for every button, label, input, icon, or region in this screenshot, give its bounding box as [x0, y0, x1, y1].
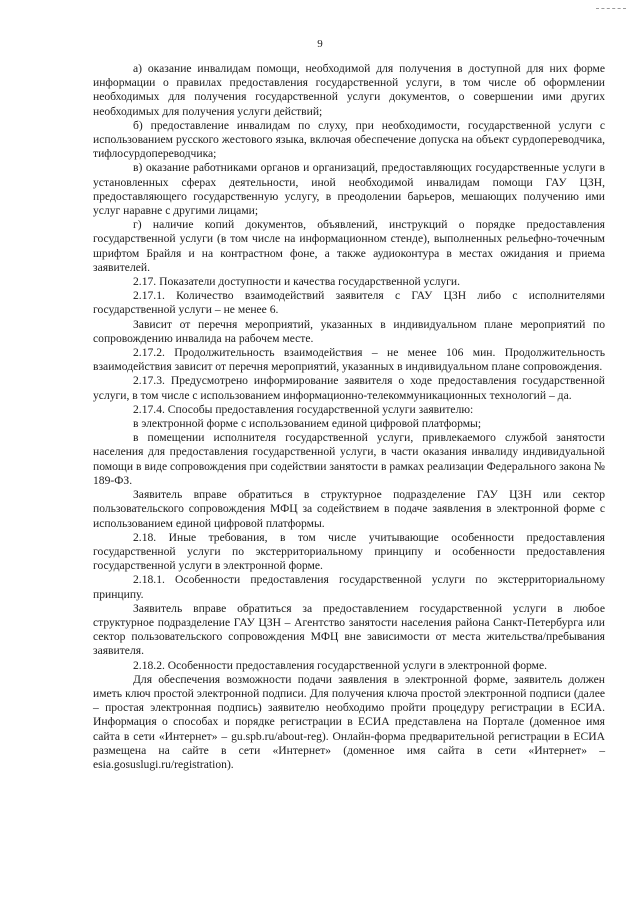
paragraph-2-17-4: 2.17.4. Способы предоставления государственной услуги заявителю:	[133, 402, 474, 416]
section-2-18-2-heading: 2.18.2. Особенности предоставления государственной услуги в электронной форме.	[133, 658, 548, 672]
paragraph-2-17-2: 2.17.2. Продолжительность взаимодействия – не менее 106 мин. Продолжительность взаимодействия зависит от перечня мероприятий, указанных в индивидуальном плане сопровождения.	[93, 346, 605, 374]
section-2-18-heading: 2.18. Иные требования, в том числе учитывающие особенности предоставления государственной услуги по экстерриториальному принципу и особенности предоставления государственной услуги в электронной форме.	[93, 530, 605, 573]
scan-edge-mark	[596, 8, 626, 12]
document-body	[93, 62, 605, 772]
method-in-person: в помещении исполнителя государственной услуги, привлекаемого службой занятости населения для предоставления государственной услуги, в части оказания инвалиду индивидуальной помощи в виде сопровождения при содействии занятости в рамках реализации Федерального закона № 189-ФЗ.	[93, 431, 605, 487]
section-2-18-1-heading: 2.18.1. Особенности предоставления государственной услуги по экстерриториальному принципу.	[93, 573, 605, 601]
method-electronic: в электронной форме с использованием единой цифровой платформы;	[133, 417, 482, 431]
paragraph-g: г) наличие копий документов, объявлений, инструкций о порядке предоставления государственной услуги (в том числе на информационном стенде), выполненных рельефно-точечным шрифтом Брайля и на контрастном фоне, а также аудиоконтура в местах ожидания и приема заявителей.	[93, 218, 605, 274]
paragraph-a: а) оказание инвалидам помощи, необходимой для получения в доступной для них форме информации о правилах предоставления государственной услуги, в том числе об оформлении необходимых для получения государственной услуги документов, о совершении ими других необходимых для получения услуги действий;	[93, 62, 605, 118]
section-2-17-heading: 2.17. Показатели доступности и качества государственной услуги.	[133, 275, 461, 289]
applicant-right-note: Заявитель вправе обратиться в структурное подразделение ГАУ ЦЗН или сектор пользовательского сопровождения МФЦ за содействием в подаче заявления в электронной форме с использованием единой цифровой платформы.	[93, 488, 605, 530]
paragraph-2-17-3: 2.17.3. Предусмотрено информирование заявителя о ходе предоставления государственной услуги, в том числе с использованием информационно-телекоммуникационных технологий – да.	[93, 374, 605, 402]
paragraph-2-17-1: 2.17.1. Количество взаимодействий заявителя с ГАУ ЦЗН либо с исполнителями государственной услуги – не менее 6.	[93, 289, 605, 317]
page-number: 9	[317, 38, 323, 50]
paragraph-2-17-1-note: Зависит от перечня мероприятий, указанных в индивидуальном плане мероприятий по сопровождению инвалида на рабочем месте.	[93, 317, 605, 345]
paragraph-2-18-1: Заявитель вправе обратиться за предоставлением государственной услуги в любое структурное подразделение ГАУ ЦЗН – Агентство занятости населения района Санкт-Петербурга или сектор пользовательского сопровождения МФЦ вне зависимости от места жительства/пребывания заявителя.	[93, 601, 605, 658]
paragraph-b: б) предоставление инвалидам по слуху, при необходимости, государственной услуги с использованием русского жестового языка, включая обеспечение допуска на объект сурдопереводчика, тифлосурдопереводчика;	[93, 118, 605, 161]
paragraph-2-18-2: Для обеспечения возможности подачи заявления в электронной форме, заявитель должен иметь ключ простой электронной подписи. Для получения ключа простой электронной подписи (далее – простая электронная подпись) заявителю необходимо пройти процедуру регистрации в ЕСИА. Информация о способах и порядке регистрации в ЕСИА представлена на Портале (доменное имя сайта в сети «Интернет» – gu.spb.ru/about-reg). Онлайн-форма предварительной регистрации в ЕСИА размещена на сайте в сети «Интернет» (доменное имя сайта в сети «Интернет» – esia.gosuslugi.ru/registration).	[93, 672, 605, 771]
paragraph-v: в) оказание работниками органов и организаций, предоставляющих государственные услуги в установленных сферах деятельности, иной необходимой инвалидам помощи ГАУ ЦЗН, предоставляющего государственную услугу, в преодолении барьеров, мешающих получению ими услуг наравне с другими лицами;	[93, 161, 605, 218]
